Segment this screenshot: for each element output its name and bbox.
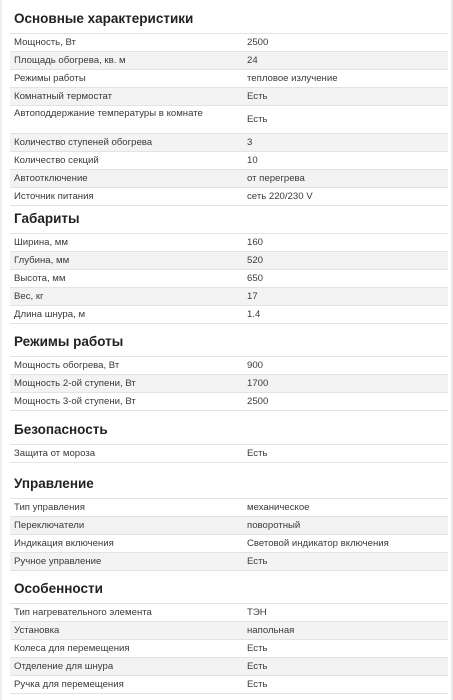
spec-row	[10, 498, 448, 516]
spec-label: Источник питания	[14, 191, 94, 202]
spec-value: напольная	[247, 625, 295, 636]
spec-row	[10, 251, 448, 269]
spec-value: 520	[247, 255, 264, 266]
spec-row	[10, 51, 448, 69]
spec-value: Есть	[247, 448, 268, 459]
spec-value: 10	[247, 155, 258, 166]
spec-row	[10, 552, 448, 571]
spec-row	[10, 305, 448, 324]
spec-value: Есть	[247, 661, 268, 672]
spec-row	[10, 169, 448, 187]
left-edge-border	[0, 0, 2, 700]
spec-table	[10, 356, 448, 411]
spec-label: Установка	[14, 625, 60, 636]
spec-label: Индикация включения	[14, 538, 114, 549]
spec-value: тепловое излучение	[247, 73, 338, 84]
spec-value: Есть	[247, 679, 268, 690]
spec-label: Защита от мороза	[14, 448, 96, 459]
spec-row	[10, 639, 448, 657]
spec-label: Ширина, мм	[14, 237, 69, 248]
spec-label: Колеса для перемещения	[14, 643, 130, 654]
spec-row	[10, 392, 448, 411]
spec-value: Есть	[247, 91, 268, 102]
spec-label: Комнатный термостат	[14, 91, 113, 102]
spec-value: поворотный	[247, 520, 301, 531]
spec-label: Длина шнура, м	[14, 309, 86, 320]
spec-value: 1700	[247, 378, 269, 389]
spec-label: Отделение для шнура	[14, 661, 114, 672]
spec-value: 900	[247, 360, 264, 371]
spec-value: 3	[247, 137, 253, 148]
spec-value: Есть	[247, 114, 268, 125]
spec-label: Мощность 3-ой ступени, Вт	[14, 396, 136, 407]
spec-label: Тип нагревательного элемента	[14, 607, 152, 618]
section-title: Режимы работы	[14, 334, 124, 349]
spec-row	[10, 33, 448, 51]
spec-table	[10, 603, 448, 694]
spec-row	[10, 374, 448, 392]
spec-row	[10, 675, 448, 694]
spec-label: Количество секций	[14, 155, 99, 166]
spec-label: Высота, мм	[14, 273, 66, 284]
spec-table	[10, 233, 448, 324]
spec-value: 2500	[247, 396, 269, 407]
spec-label: Тип управления	[14, 502, 85, 513]
spec-label: Переключатели	[14, 520, 85, 531]
spec-label: Глубина, мм	[14, 255, 70, 266]
spec-value: ТЭН	[247, 607, 267, 618]
section-title: Управление	[14, 476, 94, 491]
spec-row	[10, 287, 448, 305]
spec-row	[10, 269, 448, 287]
spec-value: 17	[247, 291, 258, 302]
spec-table	[10, 444, 448, 463]
section-title: Габариты	[14, 211, 80, 226]
spec-value: 24	[247, 55, 258, 66]
spec-row	[10, 657, 448, 675]
spec-label: Количество ступеней обогрева	[14, 137, 153, 148]
spec-row	[10, 356, 448, 374]
spec-label: Ручное управление	[14, 556, 102, 567]
spec-row	[10, 187, 448, 206]
section-title: Особенности	[14, 581, 103, 596]
spec-label: Автоподдержание температуры в комнате	[14, 108, 203, 119]
spec-value: Есть	[247, 556, 268, 567]
spec-label: Площадь обогрева, кв. м	[14, 55, 126, 66]
spec-row	[10, 621, 448, 639]
spec-value: от перегрева	[247, 173, 305, 184]
spec-row	[10, 516, 448, 534]
spec-label: Мощность обогрева, Вт	[14, 360, 120, 371]
spec-value: 2500	[247, 37, 269, 48]
spec-row	[10, 603, 448, 621]
spec-value: 1.4	[247, 309, 261, 320]
spec-value: механическое	[247, 502, 310, 513]
spec-value: сеть 220/230 V	[247, 191, 313, 202]
spec-label: Автоотключение	[14, 173, 88, 184]
spec-row	[10, 151, 448, 169]
spec-row	[10, 444, 448, 463]
spec-value: 160	[247, 237, 264, 248]
spec-label: Режимы работы	[14, 73, 86, 84]
spec-row	[10, 105, 448, 133]
spec-table	[10, 33, 448, 206]
spec-table	[10, 498, 448, 571]
spec-row	[10, 133, 448, 151]
spec-label: Мощность 2-ой ступени, Вт	[14, 378, 136, 389]
section-title: Основные характеристики	[14, 11, 194, 26]
spec-value: 650	[247, 273, 264, 284]
section-title: Безопасность	[14, 422, 108, 437]
spec-label: Вес, кг	[14, 291, 44, 302]
spec-label: Мощность, Вт	[14, 37, 76, 48]
spec-value: Световой индикатор включения	[247, 538, 389, 549]
spec-row	[10, 534, 448, 552]
spec-label: Ручка для перемещения	[14, 679, 124, 690]
spec-row	[10, 69, 448, 87]
spec-row	[10, 233, 448, 251]
spec-value: Есть	[247, 643, 268, 654]
spec-row	[10, 87, 448, 105]
